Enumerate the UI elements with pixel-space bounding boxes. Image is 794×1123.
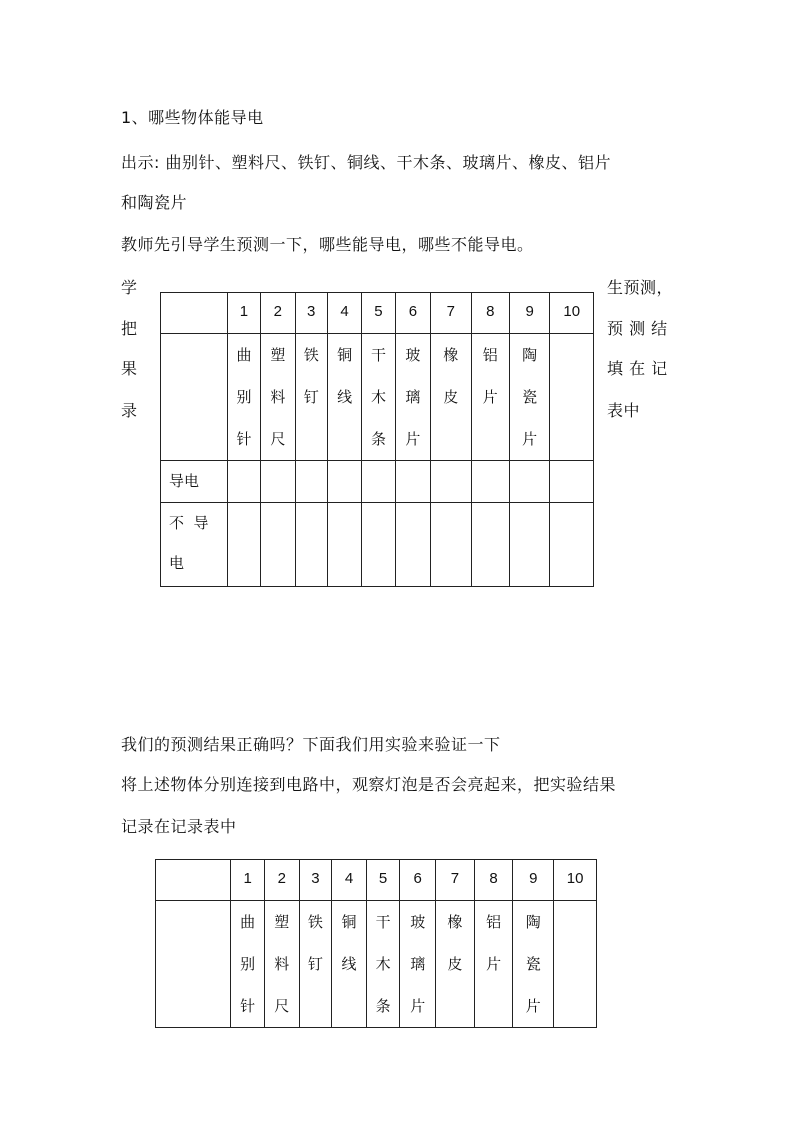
empty-cell [295, 503, 327, 587]
table-header-row [161, 293, 594, 334]
item-cell: 铜 线 [327, 334, 361, 461]
right-text-4: 表中 [607, 401, 641, 420]
empty-cell [509, 461, 549, 503]
item-cell: 陶 瓷 片 [513, 901, 554, 1028]
verify-question: 我们的预测结果正确吗？下面我们用实验来验证一下 [121, 735, 501, 754]
show-items-line-2: 和陶瓷片 [121, 193, 188, 212]
item-cell: 铁 钉 [295, 334, 327, 461]
item-cell: 铜 线 [332, 901, 367, 1028]
table-items-row [156, 901, 597, 1028]
connect-instruction-1: 将上述物体分别连接到电路中，观察灯泡是否会亮起来，把实验结果 [121, 775, 617, 794]
empty-cell [362, 503, 395, 587]
left-char-3: 果 [121, 359, 138, 378]
item-cell: 干 木 条 [366, 901, 400, 1028]
header-num: 7 [436, 860, 475, 901]
left-char-1: 学 [121, 278, 138, 297]
header-num: 3 [295, 293, 327, 334]
header-num: 6 [400, 860, 436, 901]
item-cell: 曲 别 针 [227, 334, 260, 461]
header-num: 2 [264, 860, 299, 901]
header-num: 4 [332, 860, 367, 901]
item-cell: 铝 片 [474, 901, 513, 1028]
item-cell: 玻 璃 片 [400, 901, 436, 1028]
empty-cell [471, 503, 509, 587]
header-num: 10 [550, 293, 594, 334]
header-num: 9 [513, 860, 554, 901]
table-conduct-row [161, 461, 594, 503]
left-char-4: 录 [121, 401, 138, 420]
items-blank-cell [156, 901, 231, 1028]
header-num: 5 [366, 860, 400, 901]
empty-cell [431, 503, 471, 587]
right-text-2: 预 测 结 [607, 319, 668, 338]
empty-cell [395, 503, 430, 587]
header-num: 9 [509, 293, 549, 334]
item-cell: 曲 别 针 [231, 901, 265, 1028]
item-cell: 塑 料 尺 [261, 334, 295, 461]
empty-cell [509, 503, 549, 587]
header-num: 1 [231, 860, 265, 901]
item-cell: 橡 皮 [431, 334, 471, 461]
empty-cell [227, 503, 260, 587]
header-num: 2 [261, 293, 295, 334]
empty-cell [261, 461, 295, 503]
header-num: 5 [362, 293, 395, 334]
item-cell: 塑 料 尺 [264, 901, 299, 1028]
empty-cell [327, 461, 361, 503]
experiment-table [155, 859, 597, 1028]
header-num: 7 [431, 293, 471, 334]
item-cell: 铝 片 [471, 334, 509, 461]
empty-cell [550, 461, 594, 503]
table-header-row [156, 860, 597, 901]
table-items-row [161, 334, 594, 461]
empty-cell [395, 461, 430, 503]
empty-cell [261, 503, 295, 587]
empty-cell [327, 503, 361, 587]
item-cell: 玻 璃 片 [395, 334, 430, 461]
empty-cell [471, 461, 509, 503]
header-num: 1 [227, 293, 260, 334]
header-num: 10 [554, 860, 597, 901]
header-blank-cell [156, 860, 231, 901]
header-num: 4 [327, 293, 361, 334]
item-cell: 陶 瓷 片 [509, 334, 549, 461]
empty-cell [227, 461, 260, 503]
right-text-1: 生预测， [607, 278, 674, 297]
items-blank-cell [161, 334, 228, 461]
empty-cell [295, 461, 327, 503]
header-num: 3 [299, 860, 332, 901]
row-label-not-conduct: 不 导 电 [161, 503, 228, 587]
connect-instruction-2: 记录在记录表中 [121, 817, 237, 836]
item-cell [550, 334, 594, 461]
item-cell: 干 木 条 [362, 334, 395, 461]
prediction-table [160, 292, 594, 587]
header-blank-cell [161, 293, 228, 334]
header-num: 8 [471, 293, 509, 334]
header-num: 6 [395, 293, 430, 334]
empty-cell [550, 503, 594, 587]
show-items-line-1: 出示: 曲别针、塑料尺、铁钉、铜线、干木条、玻璃片、橡皮、铝片 [121, 153, 611, 172]
table-not-conduct-row [161, 503, 594, 587]
empty-cell [431, 461, 471, 503]
empty-cell [362, 461, 395, 503]
item-cell [554, 901, 597, 1028]
item-cell: 橡 皮 [436, 901, 475, 1028]
header-num: 8 [474, 860, 513, 901]
right-text-3: 填 在 记 [607, 359, 668, 378]
left-char-2: 把 [121, 319, 138, 338]
teacher-instruction: 教师先引导学生预测一下，哪些能导电，哪些不能导电。 [121, 235, 534, 254]
row-label-conduct: 导电 [161, 461, 228, 503]
heading: 1、哪些物体能导电 [121, 108, 264, 127]
item-cell: 铁 钉 [299, 901, 332, 1028]
